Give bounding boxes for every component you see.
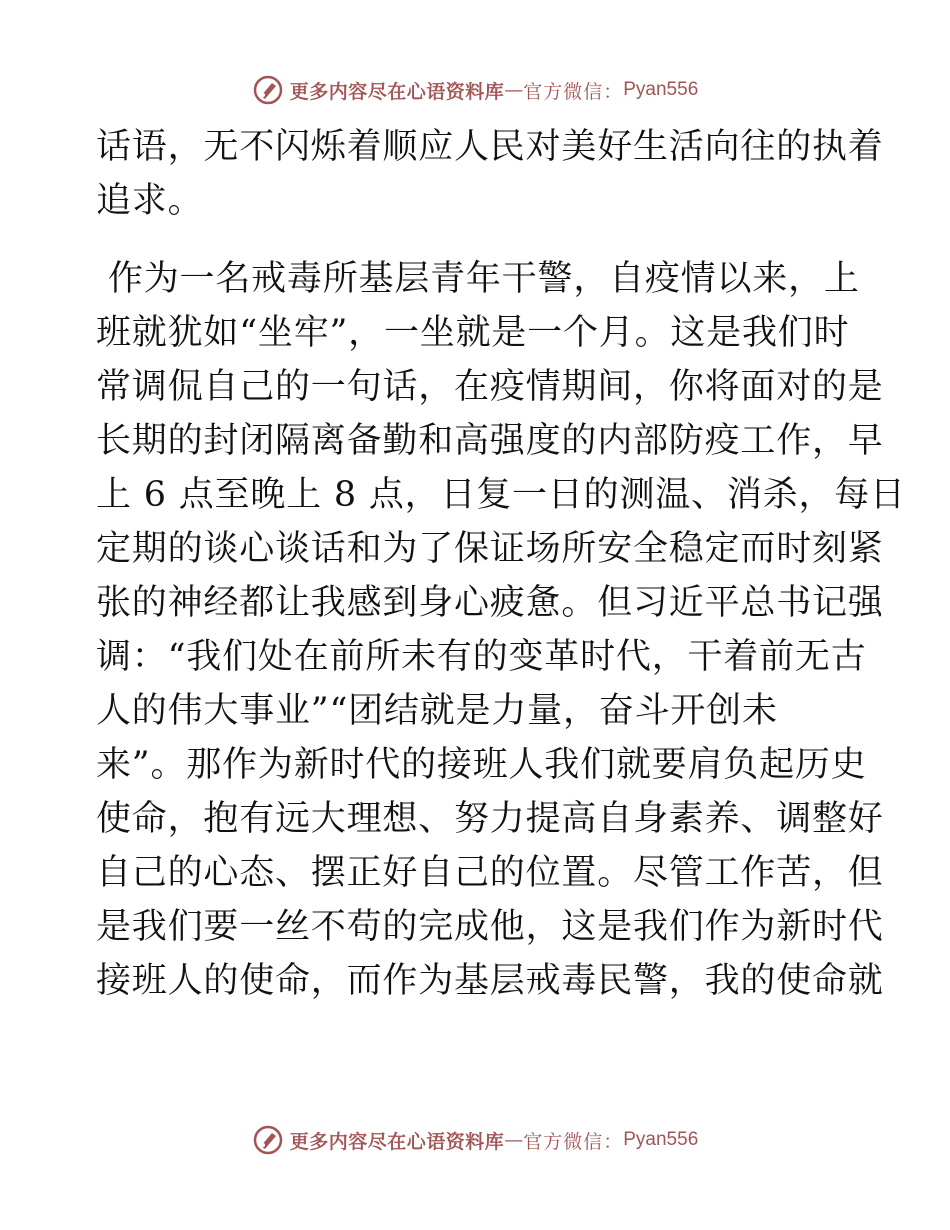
text-line: 接班人的使命，而作为基层戒毒民警，我的使命就 — [96, 961, 884, 1001]
text-line: 话语，无不闪烁着顺应人民对美好生活向往的执着 — [96, 127, 884, 167]
paragraph — [96, 252, 906, 1008]
watermark-account: Pyan556 — [623, 1129, 699, 1150]
footer-watermark — [0, 1120, 950, 1160]
header-watermark — [0, 70, 950, 110]
watermark-official-label: 官方微信： — [523, 80, 624, 103]
text-line: 长期的封闭隔离备勤和高强度的内部防疫工作，早 — [96, 421, 884, 461]
text-line: 追求。 — [96, 181, 204, 221]
paragraph — [96, 120, 884, 228]
watermark-text: 更多内容尽在心语资料库 — [289, 80, 505, 103]
watermark-text: 更多内容尽在心语资料库 — [289, 1130, 505, 1153]
document-body — [96, 120, 906, 1008]
text-line: 来”。那作为新时代的接班人我们就要肩负起历史 — [96, 745, 867, 785]
watermark-official-label: 官方微信： — [523, 1130, 624, 1153]
text-line: 班就犹如“坐牢”，一坐就是一个月。这是我们时 — [96, 313, 850, 353]
text-line: 定期的谈心谈话和为了保证场所安全稳定而时刻紧 — [96, 529, 884, 569]
text-line: 人的伟大事业”“团结就是力量，奋斗开创未 — [96, 691, 778, 731]
text-line: 是我们要一丝不苟的完成他，这是我们作为新时代 — [96, 907, 884, 947]
text-line: 上 6 点至晚上 8 点，日复一日的测温、消杀，每日 — [96, 475, 906, 515]
text-line: 调：“我们处在前所未有的变革时代，干着前无古 — [96, 637, 867, 677]
text-line: 作为一名戒毒所基层青年干警，自疫情以来，上 — [96, 259, 860, 299]
text-line: 自己的心态、摆正好自己的位置。尽管工作苦，但 — [96, 853, 884, 893]
logo-icon — [252, 74, 284, 106]
text-line: 使命，抱有远大理想、努力提高自身素养、调整好 — [96, 799, 884, 839]
watermark-account: Pyan556 — [623, 79, 699, 100]
logo-icon — [252, 1124, 284, 1156]
text-line: 张的神经都让我感到身心疲惫。但习近平总书记强 — [96, 583, 884, 623]
watermark-separator: — — [504, 1129, 524, 1151]
text-line: 常调侃自己的一句话，在疫情期间，你将面对的是 — [96, 367, 884, 407]
watermark-separator: — — [504, 79, 524, 101]
